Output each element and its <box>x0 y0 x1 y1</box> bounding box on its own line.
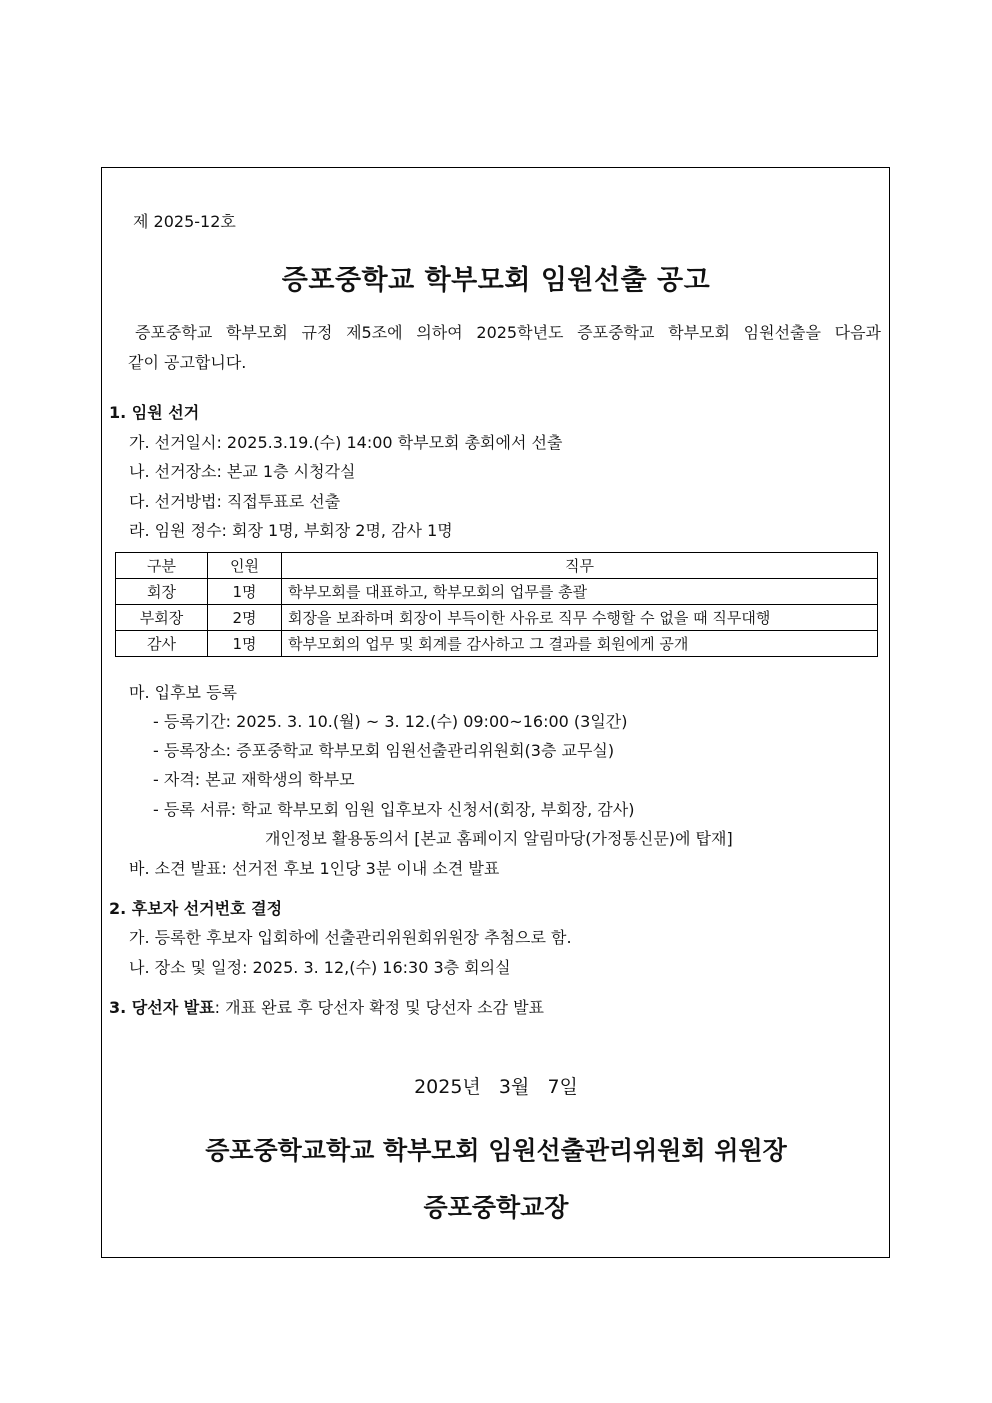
section1-heading: 1. 임원 선거 <box>109 403 200 422</box>
section1-item-na: 나. 선거장소: 본교 1층 시청각실 <box>129 462 356 481</box>
table-row <box>116 605 878 631</box>
section3-heading: 3. 당선자 발표 <box>109 998 215 1017</box>
committee-signature: 증포중학교학교 학부모회 임원선출관리위원회 위원장 <box>205 1136 787 1165</box>
section2-item-ga: 가. 등록한 후보자 입회하에 선출관리위원회위원장 추첨으로 함. <box>129 928 572 947</box>
speech-item: 바. 소견 발표: 선거전 후보 1인당 3분 이내 소견 발표 <box>129 859 500 878</box>
table-cell: 1명 <box>208 579 282 605</box>
roles-table <box>115 552 878 657</box>
registration-period: - 등록기간: 2025. 3. 10.(월) ~ 3. 12.(수) 09:00~16:00 (3일간) <box>153 712 628 731</box>
intro-line-1: 증포중학교 학부모회 규정 제5조에 의하여 2025학년도 증포중학교 학부모회 임원선출을 다음과 <box>135 323 881 342</box>
document-number: 제 2025-12호 <box>133 212 236 231</box>
table-header-row <box>116 553 878 579</box>
section3-text: : 개표 완료 후 당선자 확정 및 당선자 소감 발표 <box>214 998 545 1017</box>
table-cell: 회장을 보좌하며 회장이 부득이한 사유로 직무 수행할 수 없을 때 직무대행 <box>282 605 878 631</box>
table-cell: 2명 <box>208 605 282 631</box>
table-cell: 학부모회를 대표하고, 학부모회의 업무를 총괄 <box>282 579 878 605</box>
table-header-cell: 구분 <box>116 553 208 579</box>
section2-heading: 2. 후보자 선거번호 결정 <box>109 899 283 918</box>
registration-documents-continued: 개인정보 활용동의서 [본교 홈페이지 알림마당(가정통신문)에 탑재] <box>265 829 733 848</box>
registration-heading: 마. 입후보 등록 <box>129 683 237 702</box>
table-header-cell: 직무 <box>282 553 878 579</box>
registration-eligibility: - 자격: 본교 재학생의 학부모 <box>153 770 355 789</box>
registration-place: - 등록장소: 증포중학교 학부모회 임원선출관리위원회(3층 교무실) <box>153 741 615 760</box>
table-row <box>116 579 878 605</box>
section1-item-ga: 가. 선거일시: 2025.3.19.(수) 14:00 학부모회 총회에서 선출 <box>129 433 563 452</box>
table-cell: 감사 <box>116 631 208 657</box>
section1-item-da: 다. 선거방법: 직접투표로 선출 <box>129 492 341 511</box>
table-cell: 회장 <box>116 579 208 605</box>
section1-item-ra: 라. 임원 정수: 회장 1명, 부회장 2명, 감사 1명 <box>129 521 453 540</box>
intro-line-2: 같이 공고합니다. <box>128 353 247 372</box>
section2-item-na: 나. 장소 및 일정: 2025. 3. 12,(수) 16:30 3층 회의실 <box>129 958 511 977</box>
registration-documents: - 등록 서류: 학교 학부모회 임원 입후보자 신청서(회장, 부회장, 감사) <box>153 800 635 819</box>
table-row <box>116 631 878 657</box>
principal-signature: 증포중학교장 <box>423 1193 569 1222</box>
table-cell: 1명 <box>208 631 282 657</box>
table-header-cell: 인원 <box>208 553 282 579</box>
document-title: 증포중학교 학부모회 임원선출 공고 <box>281 265 711 296</box>
announcement-date: 2025년 3월 7일 <box>414 1076 578 1098</box>
section3-line <box>109 995 544 1018</box>
table-cell: 부회장 <box>116 605 208 631</box>
table-cell: 학부모회의 업무 및 회계를 감사하고 그 결과를 회원에게 공개 <box>282 631 878 657</box>
